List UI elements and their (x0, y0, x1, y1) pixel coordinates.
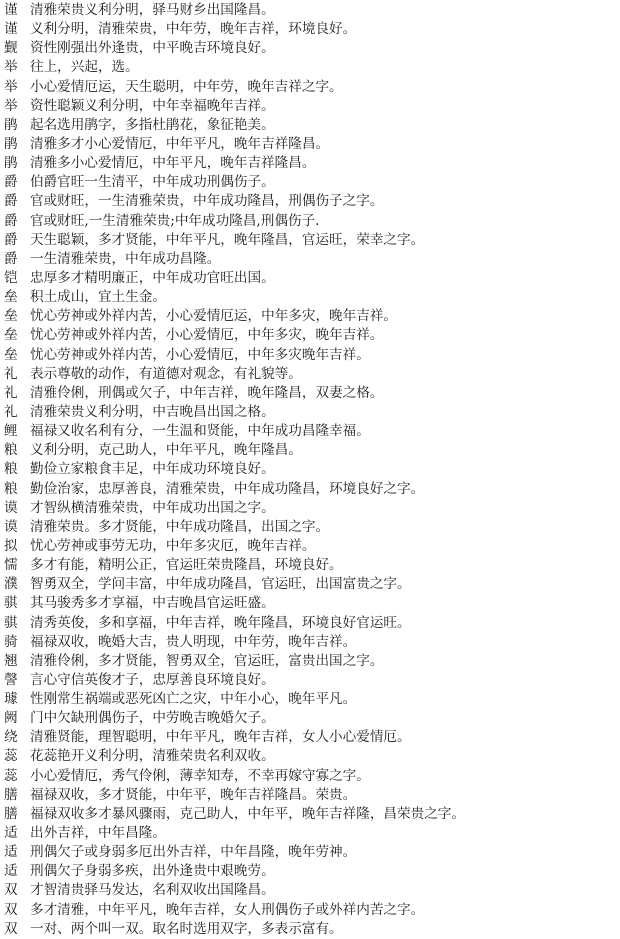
list-item (4, 786, 616, 805)
entry-character: 骑 (4, 633, 18, 650)
entry-character: 拟 (4, 537, 18, 554)
list-item (4, 862, 616, 881)
entry-meaning: 忧心劳神或事劳无功，中年多灾厄，晚年吉祥。 (30, 537, 316, 554)
entry-character: 蕊 (4, 767, 18, 784)
entry-meaning: 刑偶欠子身弱多疾，出外逢贵中艰晚劳。 (30, 863, 275, 880)
entry-character: 翘 (4, 652, 18, 669)
list-item (4, 805, 616, 824)
entry-meaning: 起名选用鹃字，多指杜鹃花，象征艳美。 (30, 116, 275, 133)
entry-meaning: 花蕊艳开义利分明，清雅荣贵名利双收。 (30, 748, 275, 765)
list-item (4, 920, 616, 939)
entry-character: 爵 (4, 231, 18, 248)
entry-character: 谟 (4, 518, 18, 535)
entry-meaning: 义利分明，克己助人，中年平凡，晚年隆昌。 (30, 442, 302, 459)
entry-meaning: 清雅荣贵义利分明，驿马财乡出国隆昌。 (30, 2, 275, 18)
entry-meaning: 福禄又收名利有分，一生温和贤能，中年成功昌隆幸福。 (30, 423, 370, 440)
entry-character: 膳 (4, 805, 18, 822)
entry-character: 礼 (4, 384, 18, 401)
list-item (4, 480, 616, 499)
entry-meaning: 义利分明，清雅荣贵，中年劳，晚年吉祥，环境良好。 (30, 21, 357, 38)
entry-character: 铠 (4, 269, 18, 286)
entry-character: 爵 (4, 174, 18, 191)
entry-character: 鹃 (4, 116, 18, 133)
entry-character: 蕊 (4, 748, 18, 765)
entry-character: 鲤 (4, 423, 18, 440)
entry-meaning: 清雅贤能，理智聪明，中年平凡，晚年吉祥，女人小心爱情厄。 (30, 729, 411, 746)
entry-character: 双 (4, 920, 18, 937)
entry-meaning: 忧心劳神或外祥内苦，小心爱情厄，中年多灾晚年吉祥。 (30, 346, 370, 363)
list-item (4, 154, 616, 173)
list-item (4, 499, 616, 518)
list-item (4, 231, 616, 250)
entry-character: 举 (4, 59, 18, 76)
list-item (4, 365, 616, 384)
entry-meaning: 清雅伶俐，刑偶或欠子，中年吉祥，晚年隆昌，双妻之格。 (30, 384, 384, 401)
entry-character: 礼 (4, 365, 18, 382)
entry-character: 垒 (4, 308, 18, 325)
entry-meaning: 资性刚强出外逢贵，中平晚吉环境良好。 (30, 40, 275, 57)
list-item (4, 1, 616, 20)
entry-character: 绕 (4, 729, 18, 746)
entry-meaning: 性刚常生祸端或恶死凶亡之灾，中年小心，晚年平凡。 (30, 691, 357, 708)
list-item (4, 824, 616, 843)
list-item (4, 537, 616, 556)
entry-meaning: 勤俭立家粮食丰足，中年成功环境良好。 (30, 461, 275, 478)
entry-character: 双 (4, 901, 18, 918)
entry-meaning: 福禄双收，晚婚大吉，贵人明现，中年劳，晚年吉祥。 (30, 633, 357, 650)
entry-character: 双 (4, 882, 18, 899)
entry-meaning: 其马骏秀多才享福，中吉晚昌官运旺盛。 (30, 595, 275, 612)
entry-meaning: 一生清雅荣贵，中年成功昌隆。 (30, 250, 221, 267)
list-item (4, 403, 616, 422)
entry-meaning: 忠厚多才精明廉正，中年成功官旺出国。 (30, 269, 275, 286)
entry-character: 粮 (4, 461, 18, 478)
entry-meaning: 福禄双收，多才贤能，中年平，晚年吉祥隆昌。荣贵。 (30, 786, 357, 803)
list-item (4, 20, 616, 39)
entry-meaning: 清雅荣贵。多才贤能，中年成功隆昌，出国之字。 (30, 518, 330, 535)
entry-meaning: 勤俭治家，忠厚善良，清雅荣贵，中年成功隆昌，环境良好之字。 (30, 480, 425, 497)
entry-character: 垒 (4, 346, 18, 363)
entry-meaning: 官或财旺,一生清雅荣贵;中年成功隆昌,刑偶伤子. (30, 212, 320, 229)
list-item (4, 652, 616, 671)
entry-character: 璩 (4, 691, 18, 708)
entry-character: 垒 (4, 327, 18, 344)
list-item (4, 709, 616, 728)
list-item (4, 556, 616, 575)
list-item (4, 212, 616, 231)
list-item (4, 250, 616, 269)
entry-character: 爵 (4, 250, 18, 267)
entry-character: 爵 (4, 212, 18, 229)
entry-character: 阙 (4, 710, 18, 727)
list-item (4, 671, 616, 690)
entry-meaning: 多才有能，精明公正，官运旺荣贵隆昌，环境良好。 (30, 557, 343, 574)
entry-character: 适 (4, 844, 18, 861)
list-item (4, 326, 616, 345)
entry-character: 粮 (4, 442, 18, 459)
entry-character: 垒 (4, 289, 18, 306)
entry-character: 举 (4, 97, 18, 114)
entry-meaning: 官或财旺，一生清雅荣贵，中年成功隆昌，刑偶伤子之字。 (30, 193, 384, 210)
entry-meaning: 积土成山，宜土生金。 (30, 289, 166, 306)
entry-meaning: 伯爵官旺一生清平，中年成功刑偶伤子。 (30, 174, 275, 191)
list-item (4, 78, 616, 97)
entry-character: 懦 (4, 557, 18, 574)
entry-meaning: 言心守信英俊才子，忠厚善良环境良好。 (30, 671, 275, 688)
entry-character: 举 (4, 78, 18, 95)
list-item (4, 767, 616, 786)
list-item (4, 690, 616, 709)
list-item (4, 269, 616, 288)
list-item (4, 173, 616, 192)
entry-character: 谟 (4, 499, 18, 516)
list-item (4, 135, 616, 154)
list-item (4, 594, 616, 613)
entry-character: 濮 (4, 576, 18, 593)
entry-meaning: 门中欠缺刑偶伤子，中劳晚吉晚婚欠子。 (30, 710, 275, 727)
entry-character: 谨 (4, 2, 18, 18)
list-item (4, 881, 616, 900)
list-item (4, 58, 616, 77)
entry-meaning: 清雅荣贵义利分明，中吉晚昌出国之格。 (30, 403, 275, 420)
entry-meaning: 福禄双收多才暴风骤雨，克己助人，中年平，晚年吉祥隆，昌荣贵之字。 (30, 805, 465, 822)
list-item (4, 97, 616, 116)
list-item (4, 192, 616, 211)
entry-character: 粮 (4, 480, 18, 497)
entry-character: 鹃 (4, 135, 18, 152)
name-meaning-list (4, 1, 616, 939)
list-item (4, 518, 616, 537)
entry-character: 謦 (4, 671, 18, 688)
entry-character: 谨 (4, 21, 18, 38)
entry-meaning: 小心爱情厄，秀气伶俐，薄幸知寿，不幸再嫁守寡之字。 (30, 767, 370, 784)
entry-meaning: 才智纵横清雅荣贵，中年成功出国之字。 (30, 499, 275, 516)
entry-meaning: 清雅多小心爱情厄，中年平凡，晚年吉祥隆昌。 (30, 155, 316, 172)
entry-meaning: 一对、两个叫一双。取名时选用双字，多表示富有。 (30, 920, 343, 937)
entry-meaning: 小心爱情厄运，天生聪明，中年劳，晚年吉祥之字。 (30, 78, 343, 95)
list-item (4, 422, 616, 441)
list-item (4, 575, 616, 594)
list-item (4, 901, 616, 920)
list-item (4, 288, 616, 307)
entry-meaning: 才智清贵驿马发达，名利双收出国隆昌。 (30, 882, 275, 899)
entry-meaning: 忧心劳神或外祥内苦，小心爱情厄，中年多灾，晚年吉祥。 (30, 327, 384, 344)
list-item (4, 39, 616, 58)
entry-meaning: 清秀英俊，多和享福，中年吉祥，晚年隆昌，环境良好官运旺。 (30, 614, 411, 631)
list-item (4, 384, 616, 403)
entry-character: 骐 (4, 614, 18, 631)
entry-character: 适 (4, 863, 18, 880)
entry-meaning: 多才清雅，中年平凡，晚年吉祥，女人刑偶伤子或外祥内苦之字。 (30, 901, 425, 918)
list-item (4, 307, 616, 326)
list-item (4, 614, 616, 633)
list-item (4, 116, 616, 135)
list-item (4, 441, 616, 460)
entry-character: 鹃 (4, 155, 18, 172)
entry-meaning: 出外吉祥，中年昌隆。 (30, 825, 166, 842)
list-item (4, 843, 616, 862)
entry-character: 觐 (4, 40, 18, 57)
entry-meaning: 忧心劳神或外祥内苦，小心爱情厄运，中年多灾，晚年吉祥。 (30, 308, 398, 325)
entry-meaning: 往上，兴起，选。 (30, 59, 139, 76)
entry-meaning: 资性聪颖义利分明，中年幸福晚年吉祥。 (30, 97, 275, 114)
entry-meaning: 清雅伶俐，多才贤能，智勇双全，官运旺，富贵出国之字。 (30, 652, 384, 669)
entry-character: 骐 (4, 595, 18, 612)
entry-character: 适 (4, 825, 18, 842)
entry-character: 爵 (4, 193, 18, 210)
list-item (4, 633, 616, 652)
list-item (4, 460, 616, 479)
entry-meaning: 智勇双全，学问丰富，中年成功隆昌，官运旺，出国富贵之字。 (30, 576, 411, 593)
entry-meaning: 清雅多才小心爱情厄，中年平凡，晚年吉祥隆昌。 (30, 135, 330, 152)
list-item (4, 728, 616, 747)
list-item (4, 747, 616, 766)
entry-character: 膳 (4, 786, 18, 803)
entry-meaning: 表示尊敬的动作，有道德对观念，有礼貌等。 (30, 365, 302, 382)
list-item (4, 346, 616, 365)
entry-character: 礼 (4, 403, 18, 420)
entry-meaning: 天生聪颖，多才贤能，中年平凡，晚年隆昌，官运旺，荣幸之字。 (30, 231, 425, 248)
entry-meaning: 刑偶欠子或身弱多厄出外吉祥，中年昌隆，晚年劳神。 (30, 844, 357, 861)
